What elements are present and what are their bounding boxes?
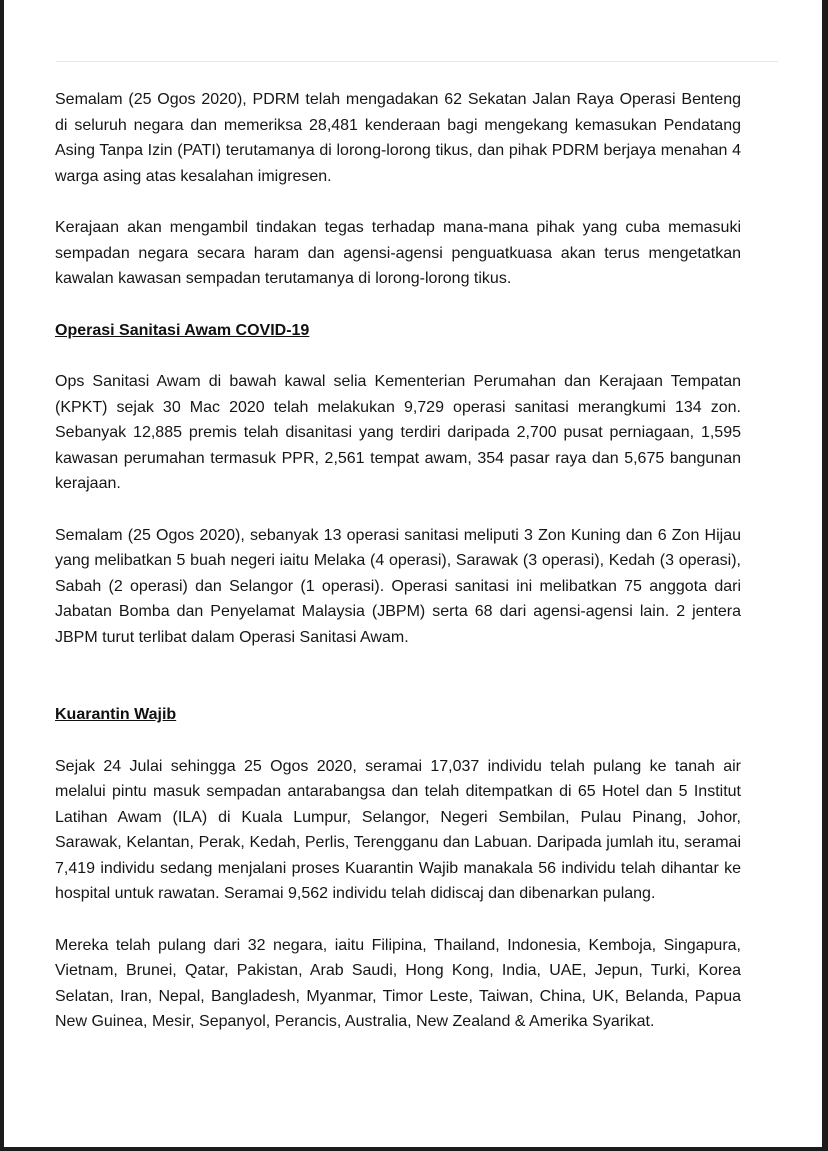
paragraph-sanitasi-yesterday: Semalam (25 Ogos 2020), sebanyak 13 operasi sanitasi meliputi 3 Zon Kuning dan 6 Zon Hijau yang melibatkan 5 buah negeri iaitu Melaka (4 operasi), Sarawak (3 operasi), Kedah (3 operasi), Sabah (2 operasi) dan Selangor (1 operasi). Operasi sanitasi ini melibatkan 75 anggota dari Jabatan Bomba dan Penyelamat Malaysia (JBPM) serta 68 dari agensi-agensi lain. 2 jentera JBPM turut terlibat dalam Operasi Sanitasi Awam. [55, 526, 741, 646]
paragraph-pdrm-roadblocks: Semalam (25 Ogos 2020), PDRM telah mengadakan 62 Sekatan Jalan Raya Operasi Benteng di seluruh negara dan memeriksa 28,481 kenderaan bagi mengekang kemasukan Pendatang Asing Tanpa Izin (PATI) terutamanya di lorong-lorong tikus, dan pihak PDRM berjaya menahan 4 warga asing atas kesalahan imigresen. [55, 91, 741, 185]
paragraph-sanitasi-summary: Ops Sanitasi Awam di bawah kawal selia Kementerian Perumahan dan Kerajaan Tempatan (KPKT) sejak 30 Mac 2020 telah melakukan 9,729 operasi sanitasi merangkumi 134 zon. Sebanyak 12,885 premis telah disanitasi yang terdiri daripada 2,700 pusat perniagaan, 1,595 kawasan perumahan termasuk PPR, 2,561 tempat awam, 354 pasar raya dan 5,675 bangunan kerajaan. [55, 373, 741, 492]
paragraph-kuarantin-summary: Sejak 24 Julai sehingga 25 Ogos 2020, seramai 17,037 individu telah pulang ke tanah air melalui pintu masuk sempadan antarabangsa dan telah ditempatkan di 65 Hotel dan 5 Institut Latihan Awam (ILA) di Kuala Lumpur, Selangor, Negeri Sembilan, Pulau Pinang, Johor, Sarawak, Kelantan, Perak, Kedah, Perlis, Terengganu dan Labuan. Daripada jumlah itu, seramai 7,419 individu sedang menjalani proses Kuarantin Wajib manakala 56 individu telah dihantar ke hospital untuk rawatan. Seramai 9,562 individu telah didiscaj dan dibenarkan pulang. [55, 757, 741, 902]
paragraph-countries-list: Mereka telah pulang dari 32 negara, iaitu Filipina, Thailand, Indonesia, Kemboja, Singapura, Vietnam, Brunei, Qatar, Pakistan, Arab Saudi, Hong Kong, India, UAE, Jepun, Turki, Korea Selatan, Iran, Nepal, Bangladesh, Myanmar, Timor Leste, Taiwan, China, UK, Belanda, Papua New Guinea, Mesir, Sepanyol, Perancis, Australia, New Zealand & Amerika Syarikat. [55, 936, 741, 1030]
paragraph-border-enforcement: Kerajaan akan mengambil tindakan tegas terhadap mana-mana pihak yang cuba memasuki sempadan negara secara haram dan agensi-agensi penguatkuasa akan terus mengetatkan kawalan kawasan sempadan terutamanya di lorong-lorong tikus. [55, 219, 741, 287]
document-body [55, 87, 741, 1035]
document-page [4, 0, 822, 1147]
heading-operasi-sanitasi: Operasi Sanitasi Awam COVID-19 [55, 321, 310, 339]
heading-kuarantin-wajib: Kuarantin Wajib [55, 706, 177, 723]
header-divider [56, 61, 778, 62]
